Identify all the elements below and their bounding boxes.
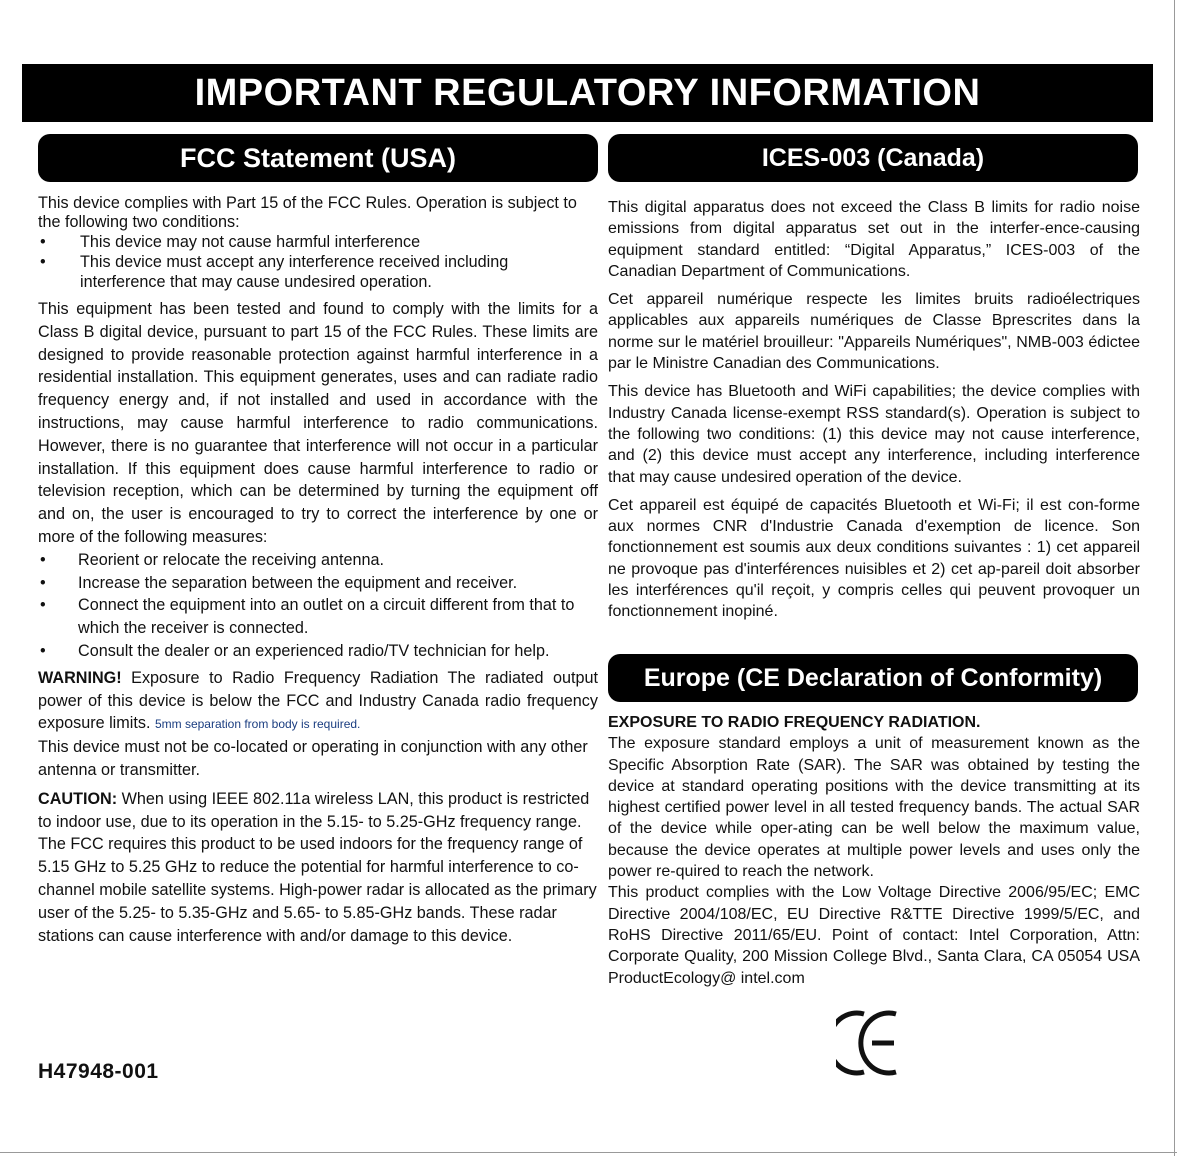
fcc-measure-item: • Increase the separation between the equipment and receiver. (38, 572, 598, 595)
ices-paragraph-fr-1: Cet appareil numérique respecte les limites bruits radioélectriques applicables aux appareils numériques de Classe Bprescrites dans la norme sur le matériel brouilleur: "Appareils Numériques", NMB-003 édictee par le Ministre Canadian des Communications. (608, 291, 1140, 373)
ices-section-heading: ICES-003 (Canada) (608, 134, 1138, 182)
warning-text: Exposure to Radio Frequency Radiation The radiated output power of this device is below the FCC and Industry Canada radio frequency exposure limits. (38, 668, 599, 733)
fcc-column (38, 194, 598, 953)
fcc-measure-item: • Connect the equipment into an outlet on a circuit different from that to which the receiver is connected. (38, 594, 598, 640)
fcc-intro: This device complies with Part 15 of the FCC Rules. Operation is subject to the following two conditions: (38, 194, 577, 231)
ce-sar-paragraph: The exposure standard employs a unit of measurement known as the Specific Absorption Rate (SAR). The SAR was obtained by testing the device at standard operating positions with the device transmitting at its highest certified power level in all tested frequency bands. The actual SAR of the device while oper-ating can be well below the maximum value, because the device operates at multiple power levels and uses only the power re-quired to reach the network. (608, 735, 1140, 881)
fcc-measure-item: • Consult the dealer or an experienced radio/TV technician for help. (38, 640, 598, 663)
ce-column (608, 712, 1140, 989)
fcc-condition-item: • This device must accept any interference received including interference that may cause undesired operation. (38, 252, 598, 292)
fcc-measure-item: • Reorient or relocate the receiving antenna. (38, 549, 598, 572)
separation-note: 5mm separation from body is required. (154, 717, 361, 732)
fcc-body-paragraph: This equipment has been tested and found to comply with the limits for a Class B digital device, pursuant to part 15 of the FCC Rules. These limits are designed to provide reasonable protection against harmful interference in a residential installation. This equipment generates, uses and can radiate radio frequency energy and, if not installed and used in accordance with the instructions, may cause harmful interference to radio communications. However, there is no guarantee that interference will not occur in a particular installation. If this equipment does cause harmful interference to radio or television reception, which can be determined by turning the equipment off and on, the user is encouraged to try to correct the interference by one or more of the following measures: (38, 300, 598, 546)
colocation-paragraph: This device must not be co-located or operating in conjunction with any other antenna or transmitter. (38, 738, 588, 779)
fcc-section-heading: FCC Statement (USA) (38, 134, 598, 182)
fcc-warning-paragraph (38, 667, 598, 736)
fcc-condition-item: • This device may not cause harmful interference (38, 232, 598, 252)
warning-label: WARNING! (38, 668, 122, 687)
fcc-caution-paragraph (38, 788, 598, 948)
page-edge-bottom (0, 1152, 1177, 1153)
caution-label: CAUTION: (38, 789, 118, 808)
ices-paragraph-en-2: This device has Bluetooth and WiFi capabilities; the device complies with Industry Canada license-exempt RSS standard(s). Operation is subject to the following two conditions: (1) this device may not cause interference, and (2) this device must accept any interference, including interference that may cause undesired operation of the device. (608, 383, 1140, 486)
fcc-conditions-list (38, 232, 598, 292)
ce-subheading: EXPOSURE TO RADIO FREQUENCY RADIATION. (608, 714, 981, 731)
ices-column (608, 197, 1140, 630)
ce-mark-graphic (836, 1008, 900, 1078)
ce-mark-icon (836, 1008, 900, 1083)
ices-paragraph-en-1: This digital apparatus does not exceed the Class B limits for radio noise emissions from digital apparatus set out in the interfer-ence-causing equipment standard entitled: “Digital Apparatus,” ICES-003 of the Canadian Department of Communications. (608, 199, 1140, 280)
part-number: H47948-001 (38, 1060, 159, 1083)
caution-text: When using IEEE 802.11a wireless LAN, this product is restricted to indoor use, due to its operation in the 5.15- to 5.25-GHz frequency range. The FCC requires this product to be used indoors for the frequency range of 5.15 GHz to 5.25 GHz to reduce the potential for harmful interference to co-channel mobile satellite systems. High-power radar is allocated as the primary user of the 5.25- to 5.35-GHz and 5.65- to 5.85-GHz bands. These radar stations can cause interference with and/or damage to this device. (38, 789, 597, 945)
ce-section-heading: Europe (CE Declaration of Conformity) (608, 654, 1138, 702)
fcc-measures-list (38, 549, 598, 663)
ices-paragraph-fr-2: Cet appareil est équipé de capacités Bluetooth et Wi-Fi; il est con-forme aux normes CNR d'Industrie Canada d'exemption de licence. Son fonctionnement est soumis aux deux conditions suivantes : 1) cet appareil ne provoque pas d'interférences nuisibles et 2) cet ap-pareil doit absorber les interférences qu'il reçoit, y compris celles qui peuvent provoquer un fonctionnement inopiné. (608, 496, 1140, 621)
ce-compliance-paragraph: This product complies with the Low Voltage Directive 2006/95/EC; EMC Directive 2004/108/EC, EU Directive R&TTE Directive 1999/5/EC, and RoHS Directive 2011/65/EU. Point of contact: Intel Corporation, Attn: Corporate Quality, 200 Mission College Blvd., Santa Clara, CA 05054 USA ProductEcology@ intel.com (608, 884, 1140, 987)
page-title: IMPORTANT REGULATORY INFORMATION (22, 64, 1153, 122)
page-edge-right (1174, 0, 1175, 1156)
